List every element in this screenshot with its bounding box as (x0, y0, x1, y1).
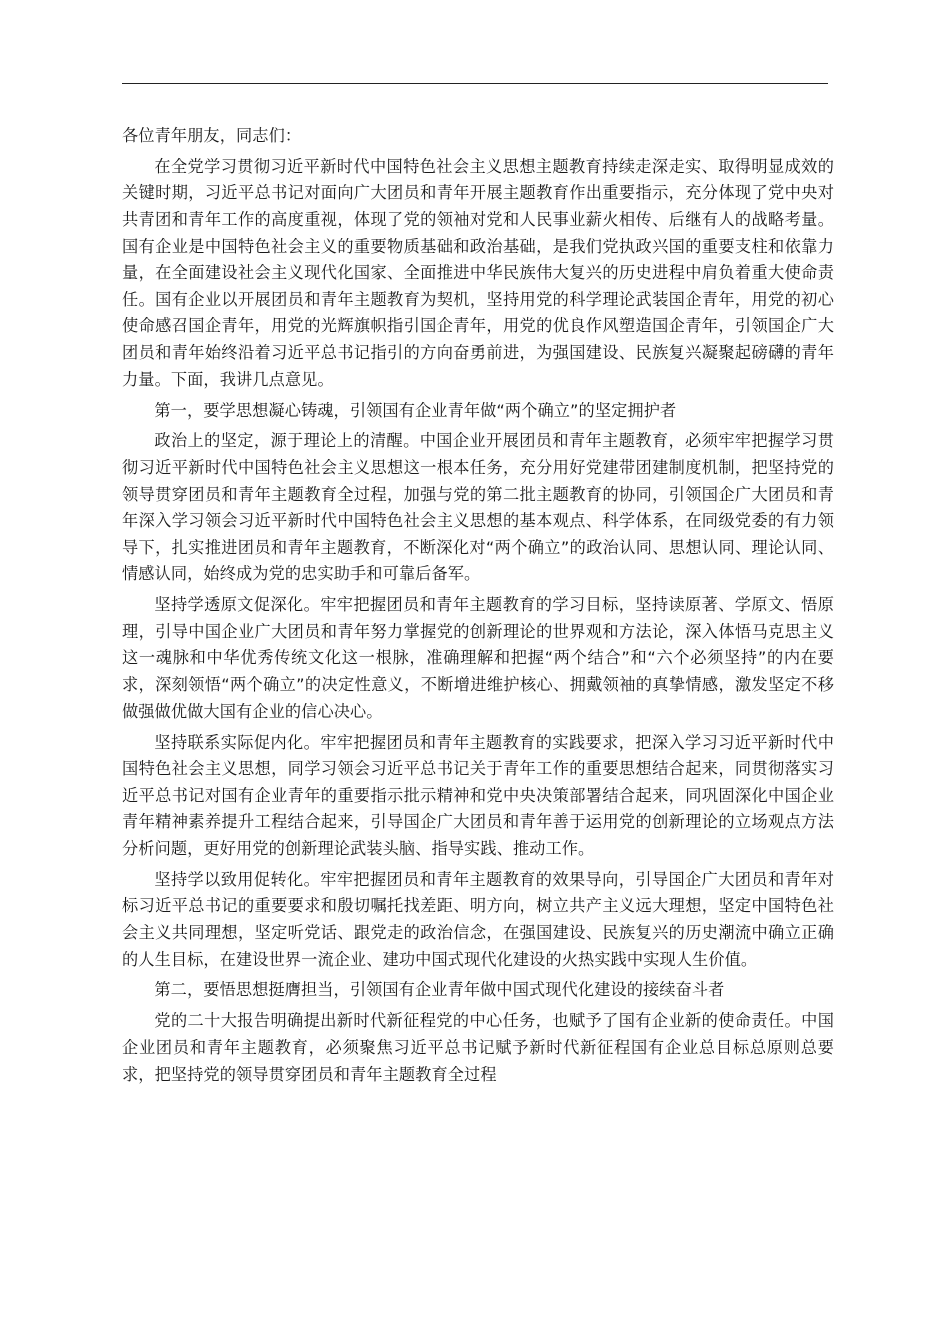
body-paragraph: 坚持学以致用促转化。牢牢把握团员和青年主题教育的效果导向，引导国企广大团员和青年对标习近平总书记的重要要求和殷切嘱托找差距、明方向，树立共产主义远大理想，坚定中国特色社会主义共同理想，坚定听党话、跟党走的政治信念，在强国建设、民族复兴的历史潮流中确立正确的人生目标，在建设世界一流企业、建功中国式现代化建设的火热实践中实现人生价值。 (122, 869, 834, 969)
header-divider (122, 83, 828, 84)
body-paragraph: 党的二十大报告明确提出新时代新征程党的中心任务，也赋予了国有企业新的使命责任。中国企业团员和青年主题教育，必须聚焦习近平总书记赋予新时代新征程国有企业总目标总原则总要求，把坚持党的领导贯穿团员和青年主题教育全过程 (122, 1011, 834, 1084)
body-paragraph: 政治上的坚定，源于理论上的清醒。中国企业开展团员和青年主题教育，必须牢牢把握学习贯彻习近平新时代中国特色社会主义思想这一根本任务，充分用好党建带团建制度机制，把坚持党的领导贯穿团员和青年主题教育全过程，加强与党的第二批主题教育的协同，引领国企广大团员和青年深入学习领会习近平新时代中国特色社会主义思想的基本观点、科学体系，在同级党委的有力领导下，扎实推进团员和青年主题教育，不断深化对“两个确立”的政治认同、思想认同、理论认同、情感认同，始终成为党的忠实助手和可靠后备军。 (122, 431, 834, 584)
document-body (122, 123, 834, 1092)
body-paragraph: 坚持学透原文促深化。牢牢把握团员和青年主题教育的学习目标，坚持读原著、学原文、悟原理，引导中国企业广大团员和青年努力掌握党的创新理论的世界观和方法论，深入体悟马克思主义这一魂脉和中华优秀传统文化这一根脉，准确理解和把握“两个结合”和“六个必须坚持”的内在要求，深刻领悟“两个确立”的决定性意义，不断增进维护核心、拥戴领袖的真挚情感，激发坚定不移做强做优做大国有企业的信心决心。 (122, 595, 834, 721)
body-paragraph: 坚持联系实际促内化。牢牢把握团员和青年主题教育的实践要求，把深入学习习近平新时代中国特色社会主义思想，同学习领会习近平总书记关于青年工作的重要思想结合起来，同贯彻落实习近平总书记对国有企业青年的重要指示批示精神和党中央决策部署结合起来，同巩固深化中国企业青年精神素养提升工程结合起来，引导国企广大团员和青年善于运用党的创新理论的立场观点方法分析问题，更好用党的创新理论武装头脑、指导实践、推动工作。 (122, 732, 834, 858)
section-heading-1: 第一，要学思想凝心铸魂，引领国有企业青年做“两个确立”的坚定拥护者 (154, 400, 677, 420)
intro-paragraph: 在全党学习贯彻习近平新时代中国特色社会主义思想主题教育持续走深走实、取得明显成效的关键时期，习近平总书记对面向广大团员和青年开展主题教育作出重要指示，充分体现了党中央对共青团和青年工作的高度重视，体现了党的领袖对党和人民事业薪火相传、后继有人的战略考量。国有企业是中国特色社会主义的重要物质基础和政治基础，是我们党执政兴国的重要支柱和依靠力量，在全面建设社会主义现代化国家、全面推进中华民族伟大复兴的历史进程中肩负着重大使命责任。国有企业以开展团员和青年主题教育为契机，坚持用党的科学理论武装国企青年，用党的初心使命感召国企青年，用党的光辉旗帜指引国企青年，用党的优良作风塑造国企青年，引领国企广大团员和青年始终沿着习近平总书记指引的方向奋勇前进，为强国建设、民族复兴凝聚起磅礴的青年力量。下面，我讲几点意见。 (122, 156, 834, 389)
section-heading-2: 第二，要悟思想挺膺担当，引领国有企业青年做中国式现代化建设的接续奋斗者 (154, 980, 725, 1000)
salutation: 各位青年朋友，同志们： (122, 126, 302, 145)
